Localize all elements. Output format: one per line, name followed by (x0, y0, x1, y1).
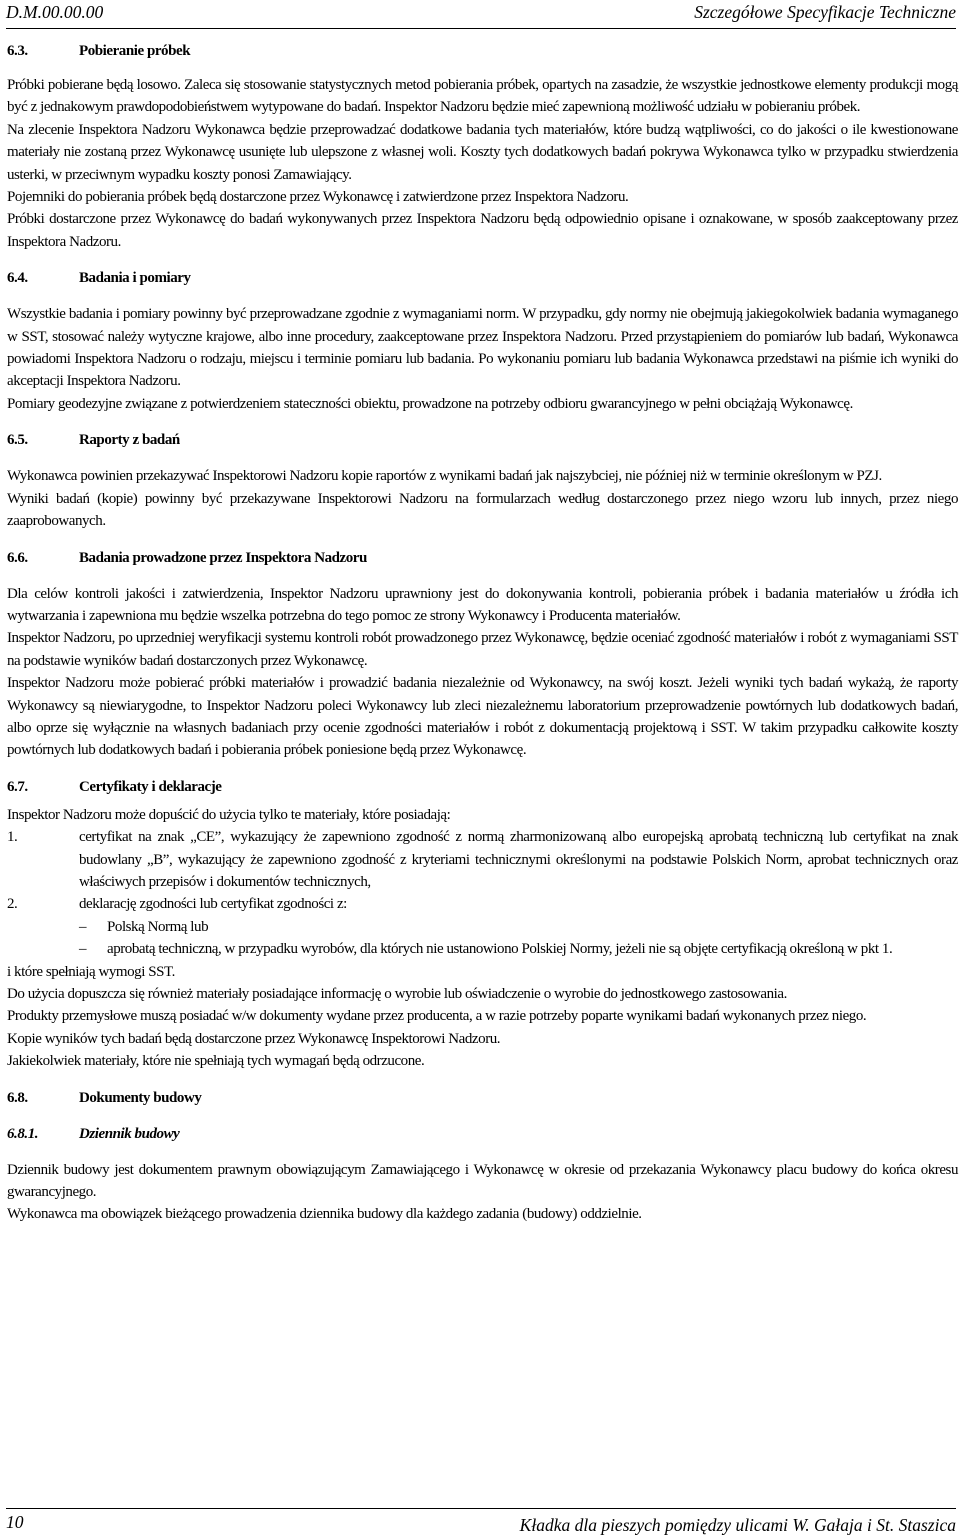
section-heading-6-7 (7, 776, 958, 798)
section-title: Badania i pomiary (79, 270, 191, 287)
paragraph: Wszystkie badania i pomiary powinny być przeprowadzane zgodnie z wymaganiami norm. W przypadku, gdy normy nie obejmują jakiegokolwiek badania wymaganego w SST, stosować należy wytyczne krajowe, albo inne procedury, zaakceptowane przez Inspektora Nadzoru. Przed przystąpieniem do pomiarów lub badań, Wykonawca powiadomi Inspektora Nadzoru o rodzaju, miejscu i terminie pomiaru lub badania. Po wykonaniu pomiaru lub badania Wykonawca przedstawi na piśmie ich wyniki do akceptacji Inspektora Nadzoru. (7, 306, 958, 390)
paragraph: Wykonawca powinien przekazywać Inspektorowi Nadzoru kopie raportów z wynikami badań jak najszybciej, nie później niż w terminie określonym w PZJ. (7, 468, 882, 485)
paragraph: Produkty przemysłowe muszą posiadać w/w dokumenty wydane przez producenta, a w razie potrzeby poparte wynikami badań wykonanych przez niego. (7, 1008, 867, 1025)
section-heading-6-3 (7, 40, 958, 62)
section-number: 6.5. (7, 432, 28, 449)
sub-list-text: aprobatą techniczną, w przypadku wyrobów, dla których nie ustanowiono Polskiej Normy, jeżeli nie są objęte certyfikacją określoną w pkt 1. (107, 941, 893, 958)
paragraph: Wykonawca ma obowiązek bieżącego prowadzenia dziennika budowy dla każdego zadania (budowy) oddzielnie. (7, 1206, 642, 1223)
document-code: D.M.00.00.00 (6, 2, 104, 22)
section-heading-6-6 (7, 547, 958, 569)
paragraph: Pomiary geodezyjne związane z potwierdzeniem stateczności obiektu, prowadzone na potrzeby odbioru gwarancyjnego w pełni obciążają Wykonawcę. (7, 395, 853, 412)
paragraph: Na zlecenie Inspektora Nadzoru Wykonawca będzie przeprowadzać dodatkowe badania tych materiałów, które budzą wątpliwości, co do jakości o ile kwestionowane materiały nie zostaną przez Wykonawcę usunięte lub ulepszone z własnej woli. Koszty tych dodatkowych badań pokrywa Wykonawca tylko w przypadku stwierdzenia usterki, w przeciwnym wypadku koszty ponosi Zamawiający. (7, 121, 958, 183)
section-heading-6-8 (7, 1087, 958, 1109)
section-title: Badania prowadzone przez Inspektora Nadzoru (79, 549, 367, 566)
paragraph: Wyniki badań (kopie) powinny być przekazywane Inspektorowi Nadzoru na formularzach według dostarczonego przez niego wzoru lub innych, przez niego zaaprobowanych. (7, 490, 958, 530)
section-title: Dokumenty budowy (79, 1089, 202, 1106)
paragraph: Próbki pobierane będą losowo. Zaleca się stosowanie statystycznych metod pobierania próbek, opartych na zasadzie, że wszystkie jednostkowe elementy produkcji mogą być z jednakowym prawdopodobieństwem wytypowane do badań. Inspektor Nadzoru będzie mieć zapewnioną możliwość udziału w pobieraniu próbek. (7, 77, 958, 116)
dash-bullet: – (79, 918, 87, 935)
list-item (7, 826, 958, 893)
paragraph: Próbki dostarczone przez Wykonawcę do badań wykonywanych przez Inspektora Nadzoru będą odpowiednio opisane i oznakowane, w sposób zaakceptowany przez Inspektora Nadzoru. (7, 211, 958, 250)
sub-list-item (79, 916, 958, 938)
paragraph: Do użycia dopuszcza się również materiały posiadające informację o wyrobie lub oświadczenie o wyrobie do jednostkowego zastosowania. (7, 986, 787, 1002)
paragraph: Dziennik budowy jest dokumentem prawnym obowiązującym Zamawiającego i Wykonawcę w okresie od przekazania Wykonawcy placu budowy do końca okresu gwarancyjnego. (7, 1161, 958, 1201)
list-item (7, 893, 958, 915)
section-title: Pobieranie próbek (79, 43, 191, 59)
list-number: 2. (7, 896, 18, 913)
section-title: Raporty z badań (79, 432, 180, 449)
sub-list-item (79, 938, 958, 960)
document-type: Szczegółowe Specyfikacje Techniczne (694, 2, 956, 22)
page-content (7, 40, 958, 1226)
paragraph: Pojemniki do pobierania próbek będą dostarczone przez Wykonawcę i zatwierdzone przez Inspektora Nadzoru. (7, 189, 629, 206)
paragraph: Kopie wyników tych badań będą dostarczone przez Wykonawcę Inspektorowi Nadzoru. (7, 1030, 501, 1047)
paragraph: Jakiekolwiek materiały, które nie spełniają tych wymagań będą odrzucone. (7, 1053, 425, 1070)
paragraph: i które spełniają wymogi SST. (7, 963, 175, 980)
section-number: 6.8. (7, 1089, 28, 1106)
dash-bullet: – (79, 941, 87, 958)
section-number: 6.4. (7, 270, 28, 287)
paragraph: Inspektor Nadzoru może pobierać próbki materiałów i prowadzić badania niezależnie od Wykonawcy, na swój koszt. Jeżeli wyniki tych badań wykażą, że raporty Wykonawcy są niewiarygodne, to Inspektor Nadzoru poleci Wykonawcy lub zleci niezależnemu laboratorium przeprowadzenie powtórnych lub dodatkowych badań, albo oprze się wyłącznie na własnych badaniach przy ocenie zgodności materiałów i robót z dokumentacją projektową i SST. W takim przypadku całkowite koszty powtórnych lub dodatkowych badań i pobierania próbek poniesione będą przez Wykonawcę. (7, 675, 958, 759)
section-number: 6.6. (7, 549, 28, 566)
section-number: 6.7. (7, 778, 28, 795)
page-number: 10 (6, 1512, 24, 1532)
page-footer (6, 1508, 956, 1537)
paragraph: Inspektor Nadzoru, po uprzedniej weryfikacji systemu kontroli robót prowadzonego przez Wykonawcę, będzie oceniać zgodność materiałów i robót z wymaganiami SST na podstawie wyników badań dostarczonych przez Wykonawcę. (7, 630, 958, 669)
section-heading-6-4 (7, 267, 958, 289)
paragraph: Dla celów kontroli jakości i zatwierdzenia, Inspektor Nadzoru uprawniony jest do dokonywania kontroli, pobierania próbek i badania materiałów u źródła ich wytwarzania i zapewniona mu będzie wszelka potrzebna do tego pomoc ze strony Wykonawcy i Producenta materiałów. (7, 585, 958, 624)
section-heading-6-8-1 (7, 1123, 958, 1145)
section-heading-6-5 (7, 429, 958, 451)
paragraph: Inspektor Nadzoru może dopuścić do użycia tylko te materiały, które posiadają: (7, 806, 451, 823)
section-number: 6.3. (7, 43, 28, 59)
list-text: deklarację zgodności lub certyfikat zgodności z: (79, 896, 347, 913)
section-number: 6.8.1. (7, 1125, 39, 1142)
list-text: certyfikat na znak „CE”, wykazujący że zapewniono zgodność z normą zharmonizowaną albo europejską aprobatą techniczną lub certyfikat na znak budowlany „B”, wykazujący że zapewniono zgodność z kryteriami technicznymi określonymi na podstawie Polskich Norm, aprobat technicznych oraz właściwych przepisów i dokumentów technicznych, (79, 829, 958, 890)
project-title: Kładka dla pieszych pomiędzy ulicami W. Gałaja i St. Staszica (519, 1515, 956, 1535)
section-title: Certyfikaty i deklaracje (79, 778, 222, 795)
page-header (6, 2, 956, 29)
sub-list-text: Polską Normą lub (107, 918, 209, 935)
list-number: 1. (7, 829, 18, 846)
section-title: Dziennik budowy (79, 1125, 180, 1142)
